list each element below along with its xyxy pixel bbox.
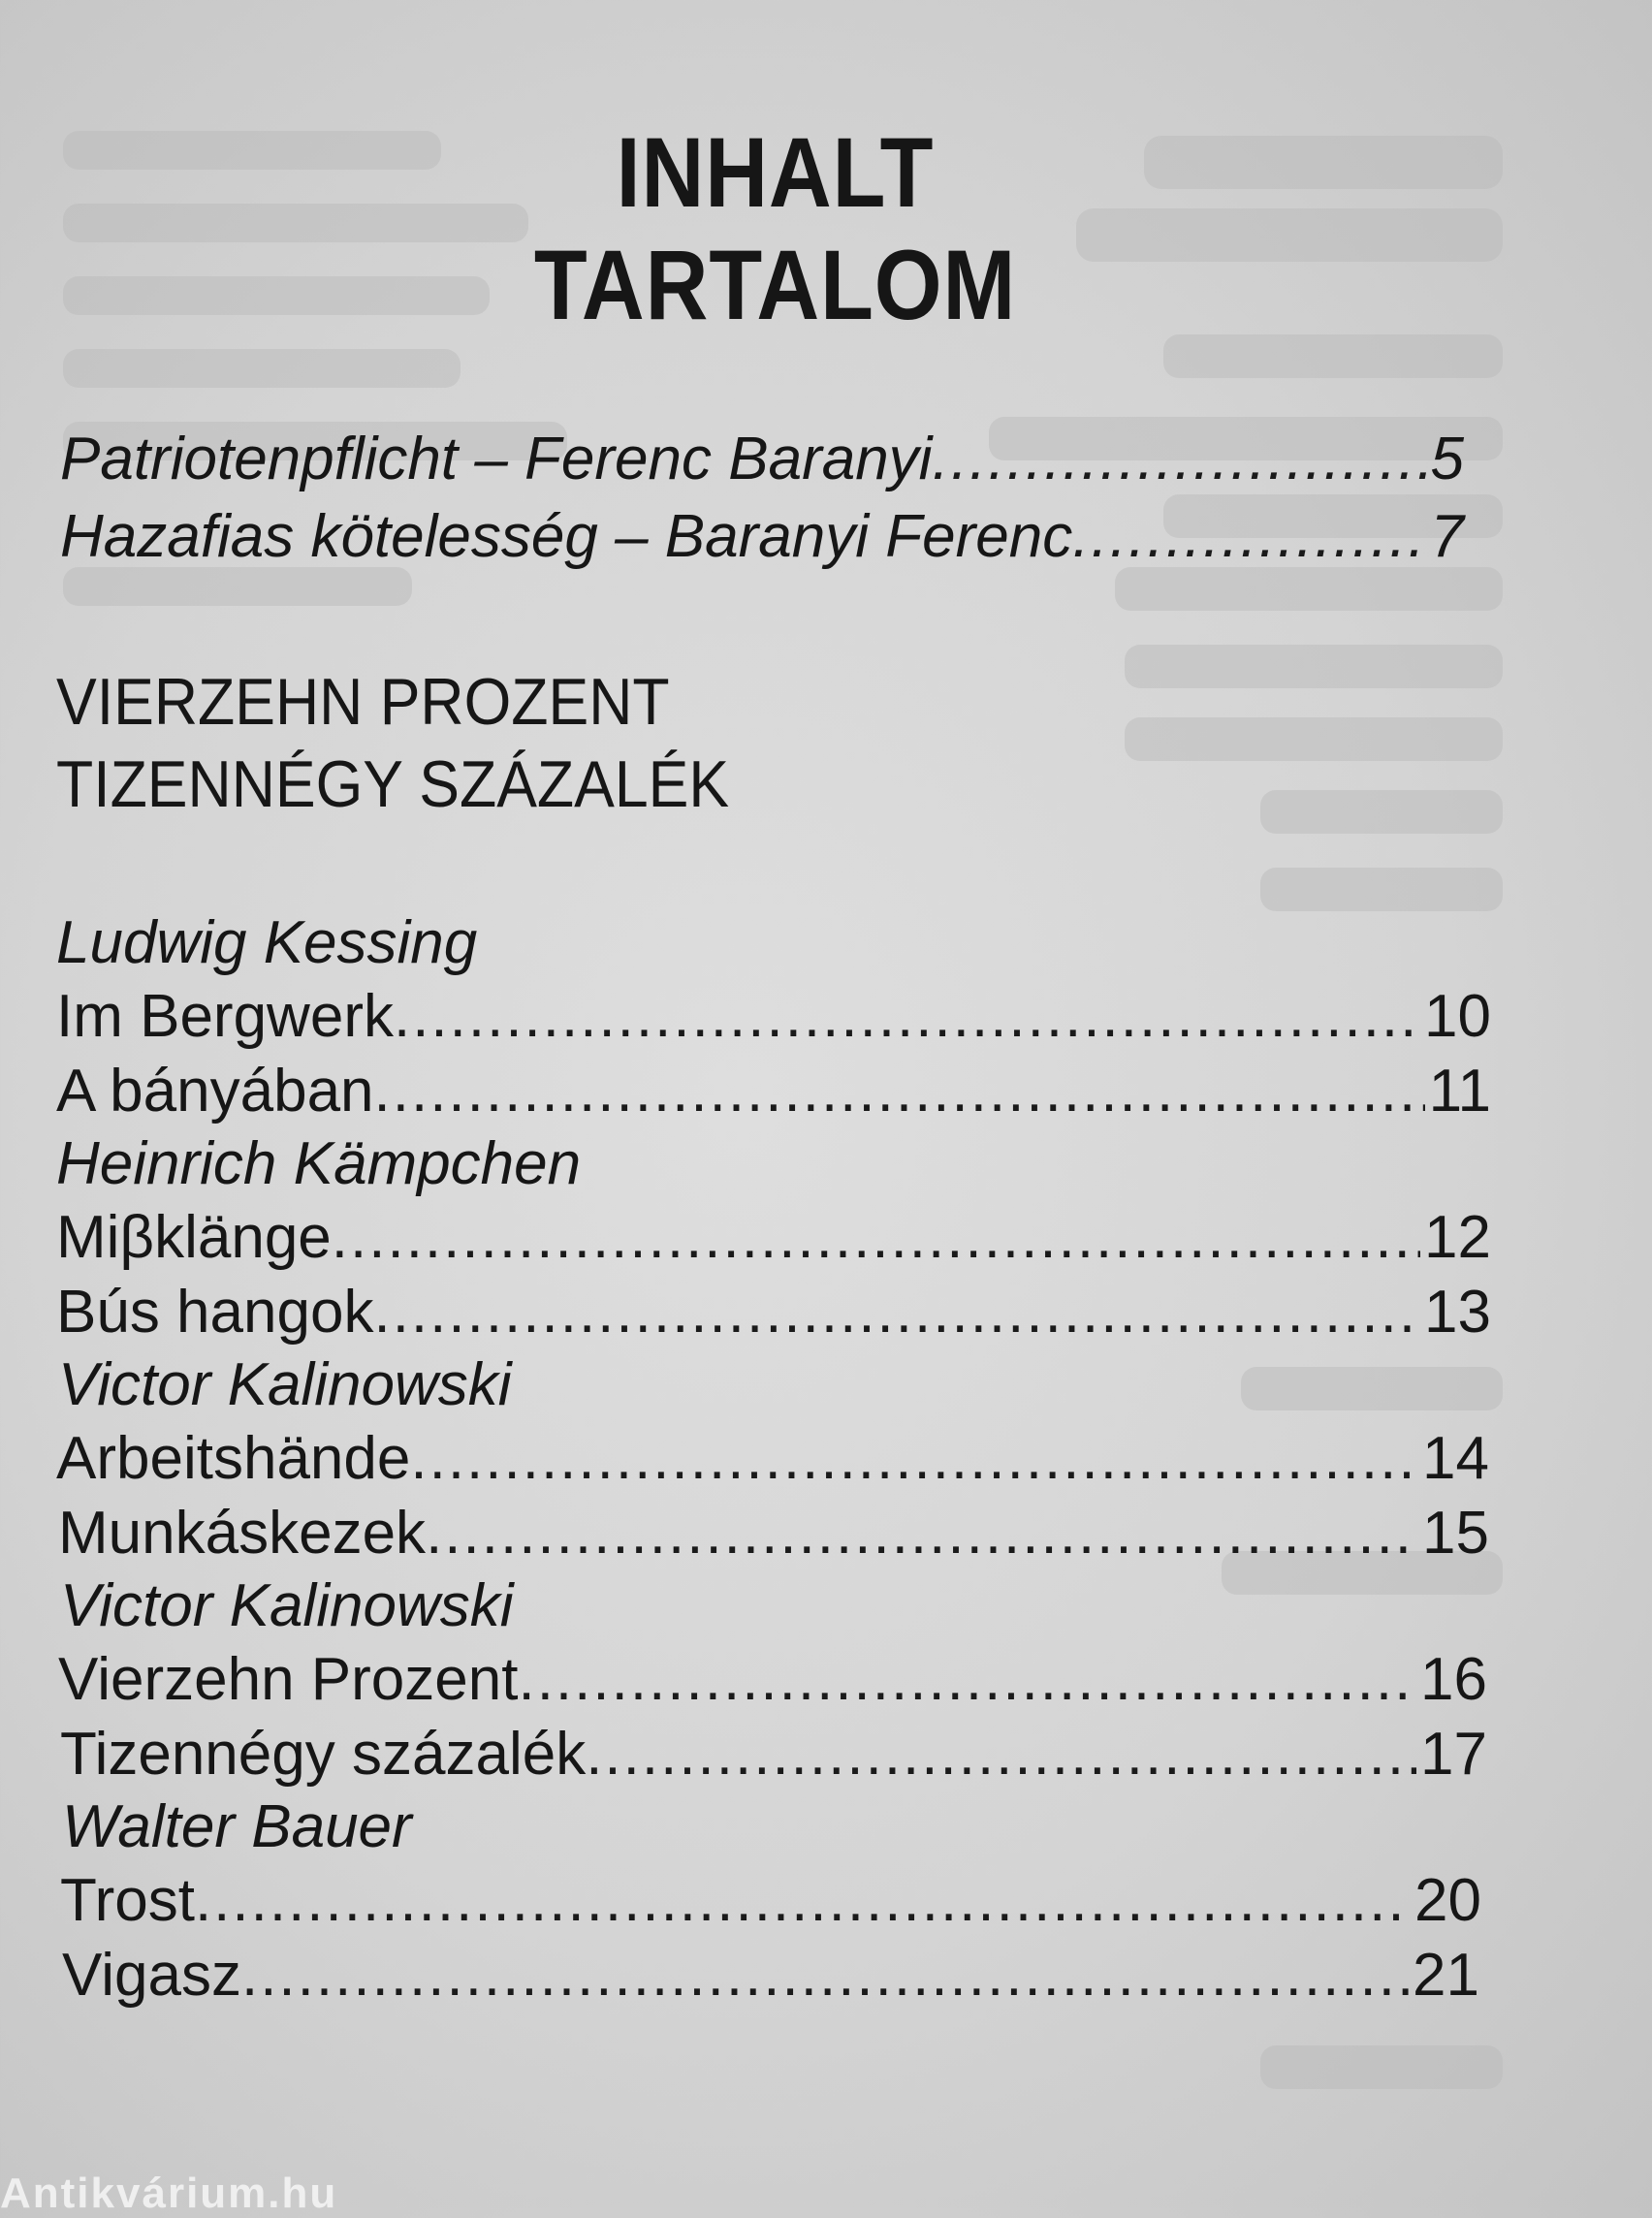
author-name: Victor Kalinowski (60, 1572, 514, 1639)
dot-leader (1072, 502, 1426, 572)
page-number: 15 (1422, 1500, 1489, 1567)
toc-entry[interactable] (60, 502, 1464, 572)
toc-entry[interactable] (58, 1645, 1487, 1715)
entry-title: A bányában (56, 1058, 374, 1125)
entry-title: Vierzehn Prozent (58, 1646, 519, 1713)
author-name: Heinrich Kämpchen (56, 1130, 582, 1197)
dot-leader (332, 1203, 1420, 1273)
entry-title: Arbeitshände (56, 1425, 411, 1492)
author-name: Ludwig Kessing (56, 909, 478, 976)
page-number: 16 (1420, 1646, 1487, 1713)
entry-title: Miβklänge (56, 1204, 332, 1271)
toc-entry[interactable] (60, 1720, 1487, 1790)
dot-leader (932, 425, 1426, 494)
page-number: 12 (1424, 1204, 1491, 1271)
author-name: Walter Bauer (62, 1793, 412, 1860)
dot-leader (195, 1866, 1411, 1936)
dot-leader (394, 982, 1420, 1052)
toc-entry[interactable] (56, 1057, 1491, 1126)
entry-title: Hazafias kötelesség – Baranyi Ferenc (60, 503, 1073, 570)
toc-entry[interactable] (56, 1424, 1489, 1494)
entry-title: Munkáskezek (58, 1500, 427, 1567)
page-number: 14 (1422, 1425, 1489, 1492)
toc-entry[interactable] (58, 1499, 1489, 1568)
dot-leader (410, 1424, 1418, 1494)
entry-title: Bús hangok (56, 1279, 374, 1346)
section-heading-de: VIERZEHN PROZENT (56, 665, 670, 739)
entry-title: Trost (60, 1867, 195, 1934)
dot-leader (241, 1941, 1409, 2011)
entry-title: Tizennégy százalék (60, 1721, 587, 1788)
title-de: INHALT (616, 117, 935, 228)
page-number: 11 (1428, 1058, 1491, 1125)
page-number: 21 (1413, 1942, 1479, 2009)
title-hu: TARTALOM (533, 230, 1017, 340)
toc-entry[interactable] (62, 1941, 1479, 2011)
toc-entry[interactable] (60, 1866, 1481, 1936)
dot-leader (373, 1278, 1420, 1347)
page-number: 5 (1430, 426, 1464, 492)
entry-title: Im Bergwerk (56, 983, 394, 1050)
page-number: 17 (1420, 1721, 1487, 1788)
dot-leader (518, 1645, 1416, 1715)
entry-title: Patriotenpflicht – Ferenc Baranyi (60, 426, 933, 492)
toc-entry[interactable] (56, 982, 1491, 1052)
dot-leader (426, 1499, 1418, 1568)
watermark: Antikvárium.hu (0, 2170, 338, 2217)
page-number: 10 (1424, 983, 1491, 1050)
page-number: 20 (1414, 1867, 1481, 1934)
toc-entry[interactable] (60, 425, 1464, 494)
toc-entry[interactable] (56, 1203, 1491, 1273)
dot-leader (586, 1720, 1416, 1790)
entry-title: Vigasz (62, 1942, 241, 2009)
page-number: 7 (1430, 503, 1464, 570)
author-name: Victor Kalinowski (58, 1351, 512, 1418)
dot-leader (374, 1057, 1425, 1126)
toc-entry[interactable] (56, 1278, 1491, 1347)
page-number: 13 (1424, 1279, 1491, 1346)
section-heading-hu: TIZENNÉGY SZÁZALÉK (56, 747, 730, 821)
